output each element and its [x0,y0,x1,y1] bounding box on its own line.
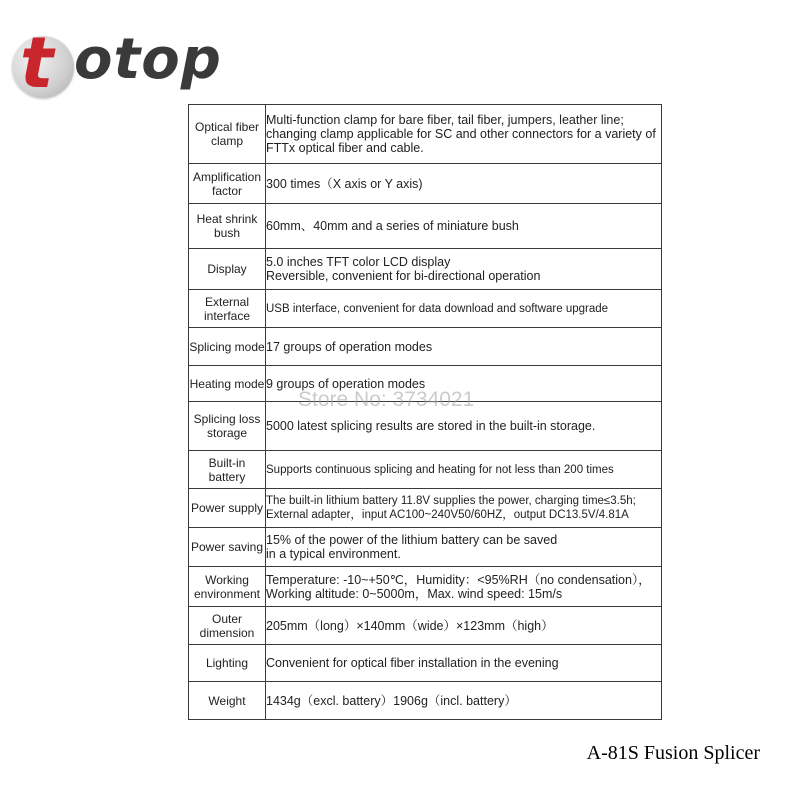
product-caption: A-81S Fusion Splicer [586,742,760,764]
spec-value: Supports continuous splicing and heating for not less than 200 times [266,451,662,489]
spec-row [189,607,662,645]
spec-row [189,528,662,567]
spec-label: Display [189,249,266,290]
spec-row [189,489,662,528]
store-watermark: Store No: 3734021 [298,388,475,411]
spec-value: 300 times（X axis or Y axis) [266,164,662,204]
spec-row [189,328,662,366]
spec-row [189,204,662,249]
spec-table [188,104,662,720]
spec-value: Convenient for optical fiber installation in the evening [266,645,662,682]
spec-row [189,645,662,682]
spec-value: 9 groups of operation modes [266,366,662,402]
spec-row [189,451,662,489]
spec-label: Power supply [189,489,266,528]
spec-row [189,682,662,720]
spec-label: Outer dimension [189,607,266,645]
spec-value: 5000 latest splicing results are stored in the built-in storage. [266,402,662,451]
spec-label: Splicing mode [189,328,266,366]
spec-label: Lighting [189,645,266,682]
spec-label: Optical fiber clamp [189,105,266,164]
spec-value: Multi-function clamp for bare fiber, tail fiber, jumpers, leather line; changing clamp applicable for SC and other connectors for a variety of FTTx optical fiber and cable. [266,105,662,164]
spec-value: 15% of the power of the lithium battery can be saved in a typical environment. [266,528,662,567]
spec-label: Splicing loss storage [189,402,266,451]
logo-wordmark: otop [74,27,222,92]
spec-label: Power saving [189,528,266,567]
spec-label: External interface [189,290,266,328]
spec-value: USB interface, convenient for data download and software upgrade [266,290,662,328]
logo-letter-t: t [20,22,54,104]
spec-row [189,567,662,607]
spec-row [189,290,662,328]
spec-row [189,249,662,290]
totop-logo [12,22,262,104]
spec-label: Amplification factor [189,164,266,204]
spec-label: Heating mode [189,366,266,402]
spec-label: Built-in battery [189,451,266,489]
spec-value: 17 groups of operation modes [266,328,662,366]
spec-value: Temperature: -10~+50℃，Humidity：<95%RH（no condensation）， Working altitude: 0~5000m，Max. wind speed: 15m/s [266,567,662,607]
spec-value: 1434g（excl. battery）1906g（incl. battery） [266,682,662,720]
spec-row [189,105,662,164]
spec-value: 60mm、40mm and a series of miniature bush [266,204,662,249]
spec-label: Weight [189,682,266,720]
spec-value: 205mm（long）×140mm（wide）×123mm（high） [266,607,662,645]
spec-label: Working environment [189,567,266,607]
spec-value: 5.0 inches TFT color LCD display Reversible, convenient for bi-directional operation [266,249,662,290]
spec-value: The built-in lithium battery 11.8V supplies the power, charging time≤3.5h; External adapter，input AC100~240V50/60HZ，output DC13.5V/4.81A [266,489,662,528]
spec-row [189,164,662,204]
spec-label: Heat shrink bush [189,204,266,249]
